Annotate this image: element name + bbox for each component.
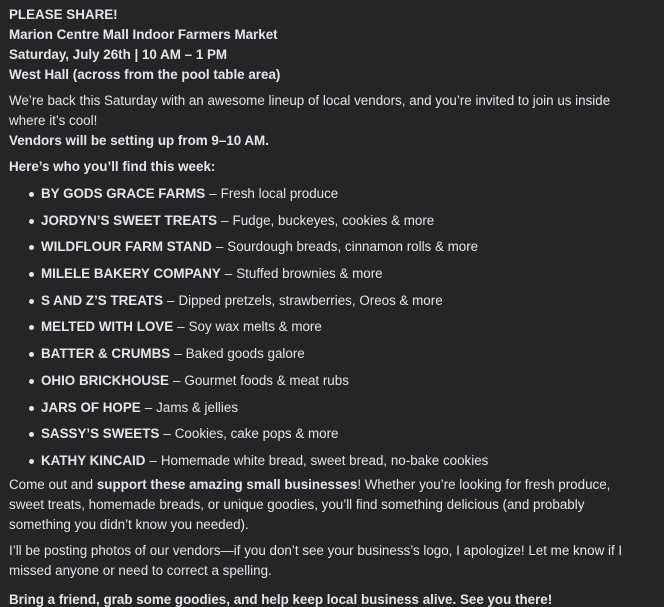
vendor-item	[9, 368, 655, 395]
vendor-description: Soy wax melts & more	[188, 319, 322, 335]
intro-paragraph	[9, 91, 655, 151]
post-header	[9, 5, 655, 85]
support-paragraph	[9, 475, 655, 535]
vendor-separator: –	[174, 346, 182, 362]
vendor-separator: –	[221, 212, 229, 228]
vendor-description: Fresh local produce	[220, 186, 339, 201]
vendor-item	[9, 208, 655, 235]
vendor-name: MELTED WITH LOVE	[41, 319, 174, 335]
vendor-item	[9, 341, 655, 368]
vendor-description: Fudge, buckeyes, cookies & more	[232, 212, 435, 228]
bullet-icon	[29, 459, 34, 464]
vendor-item	[9, 288, 655, 315]
vendor-name: WILDFLOUR FARM STAND	[41, 239, 212, 255]
bullet-icon	[29, 245, 34, 250]
bullet-icon	[29, 192, 34, 197]
intro-line-1: We’re back this Saturday with an awesome lineup of local vendors, and you’re invited to join us inside	[9, 93, 611, 108]
vendor-name: SASSY’S SWEETS	[41, 426, 160, 442]
vendor-separator: –	[149, 452, 157, 468]
share-callout: PLEASE SHARE!	[9, 7, 118, 22]
vendor-item	[9, 448, 655, 475]
vendor-item	[9, 261, 655, 288]
event-location: West Hall (across from the pool table area)	[9, 67, 281, 82]
event-name: Marion Centre Mall Indoor Farmers Market	[9, 27, 278, 42]
vendor-description: Baked goods galore	[185, 346, 305, 362]
setup-time: Vendors will be setting up from 9–10 AM.	[9, 133, 269, 148]
vendor-separator: –	[209, 186, 217, 201]
bullet-icon	[29, 219, 34, 224]
closing-line: Bring a friend, grab some goodies, and help keep local business alive. See you there!	[9, 591, 553, 607]
bullet-icon	[29, 406, 34, 411]
vendor-name: MILELE BAKERY COMPANY	[41, 266, 221, 282]
vendor-list-heading: Here’s who you’ll find this week:	[9, 159, 216, 174]
vendor-description: Cookies, cake pops & more	[174, 426, 339, 442]
bullet-icon	[29, 432, 34, 437]
vendor-description: Stuffed brownies & more	[236, 266, 383, 282]
vendor-separator: –	[167, 292, 175, 308]
photos-paragraph	[9, 541, 655, 581]
vendor-item	[9, 181, 655, 208]
vendor-name: OHIO BRICKHOUSE	[41, 372, 169, 388]
vendor-description: Homemade white bread, sweet bread, no-bake cookies	[160, 452, 489, 468]
support-line-2: sweet treats, homemade breads, or unique goodies, you’ll find something delicious (and probably	[9, 496, 585, 512]
bullet-icon	[29, 272, 34, 277]
vendor-list	[9, 181, 655, 475]
support-lead: Come out and	[9, 476, 97, 492]
vendor-separator: –	[163, 426, 171, 442]
vendor-item	[9, 395, 655, 422]
vendor-name: KATHY KINCAID	[41, 452, 146, 468]
bullet-icon	[29, 379, 34, 384]
vendor-item	[9, 421, 655, 448]
vendor-separator: –	[144, 399, 153, 415]
bullet-icon	[29, 352, 34, 357]
vendor-description: Sourdough breads, cinnamon rolls & more	[227, 239, 479, 255]
support-rest: ! Whether you’re looking for fresh produce,	[357, 476, 611, 492]
support-bold: support these amazing small businesses	[96, 476, 358, 492]
bullet-icon	[29, 325, 34, 330]
photos-line-2: missed anyone or need to correct a spelling.	[9, 562, 272, 578]
vendor-name: BATTER & CRUMBS	[41, 346, 171, 362]
vendor-name: JORDYN’S SWEET TREATS	[41, 212, 218, 228]
vendor-name: S AND Z’S TREATS	[41, 292, 164, 308]
vendor-separator: –	[172, 372, 181, 388]
event-date-time: Saturday, July 26th | 10 AM – 1 PM	[9, 47, 228, 62]
intro-line-2: where it’s cool!	[9, 113, 98, 128]
vendor-name: JARS OF HOPE	[41, 399, 141, 415]
vendor-description: Jams & jellies	[156, 399, 239, 415]
vendor-separator: –	[224, 266, 233, 282]
vendor-item	[9, 234, 655, 261]
vendor-name: BY GODS GRACE FARMS	[41, 186, 206, 201]
vendor-description: Dipped pretzels, strawberries, Oreos & more	[178, 292, 443, 308]
vendor-separator: –	[177, 319, 185, 335]
vendor-item	[9, 314, 655, 341]
vendor-description: Gourmet foods & meat rubs	[184, 372, 349, 388]
support-line-3: something you didn’t know you needed).	[9, 516, 249, 532]
bullet-icon	[29, 299, 34, 304]
photos-line-1: I’ll be posting photos of our vendors—if you don’t see your business’s logo, I apologize! Let me know if I	[9, 542, 623, 558]
vendor-separator: –	[215, 239, 224, 255]
